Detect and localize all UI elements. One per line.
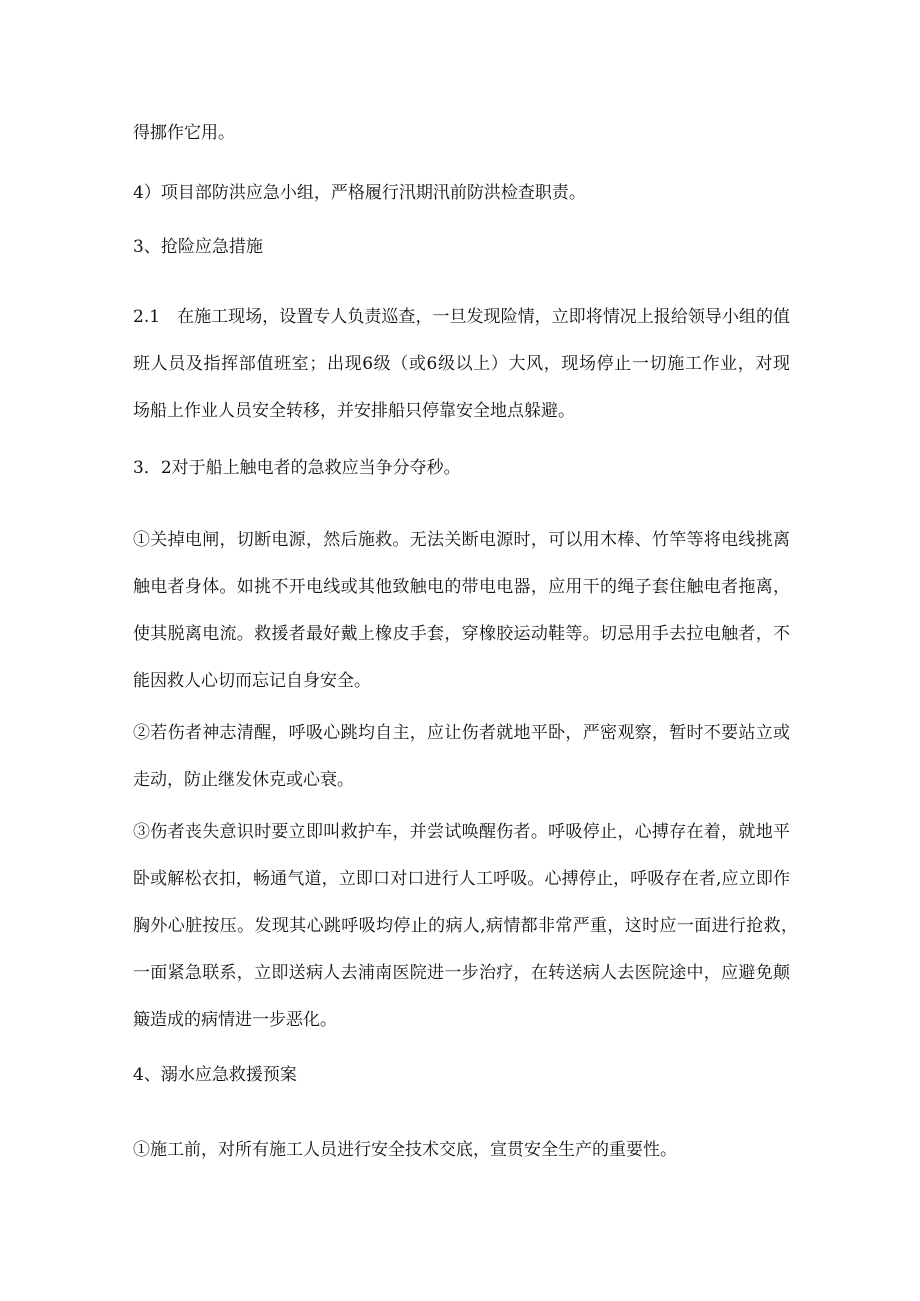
paragraph-line: ①施工前，对所有施工人员进行安全技术交底，宣贯安全生产的重要性。 — [133, 1140, 677, 1160]
paragraph-line: 簸造成的病情进一步恶化。 — [133, 1010, 337, 1030]
paragraph-line: ②若伤者神志清醒，呼吸心跳均自主，应让伤者就地平卧，严密观察，暂时不要站立或 — [133, 723, 790, 743]
paragraph-line: 能因救人心切而忘记自身安全。 — [133, 671, 371, 691]
section-heading: 3、抢险应急措施 — [133, 237, 263, 257]
paragraph-line: 一面紧急联系，立即送病人去浦南医院进一步治疗，在转送病人去医院途中，应避免颠 — [133, 963, 790, 983]
paragraph-line: 胸外心脏按压。发现其心跳呼吸均停止的病人,病情都非常严重，这时应一面进行抢救， — [133, 916, 798, 936]
subsection-heading: 3．2对于船上触电者的急救应当争分夺秒。 — [133, 458, 461, 478]
paragraph-line: 得挪作它用。 — [133, 123, 235, 143]
paragraph-line: ③伤者丧失意识时要立即叫救护车，并尝试唤醒伤者。呼吸停止，心搏存在着，就地平 — [133, 822, 790, 842]
paragraph-line: 触电者身体。如挑不开电线或其他致触电的带电电器，应用干的绳子套住触电者拖离， — [133, 577, 790, 597]
paragraph-line: ①关掉电闸，切断电源，然后施救。无法关断电源时，可以用木棒、竹竿等将电线挑离 — [133, 530, 790, 550]
paragraph-line: 场船上作业人员安全转移，并安排船只停靠安全地点躲避。 — [133, 401, 575, 421]
paragraph-line: 使其脱离电流。救援者最好戴上橡皮手套，穿橡胶运动鞋等。切忌用手去拉电触者，不 — [133, 624, 790, 644]
paragraph-line: 班人员及指挥部值班室；出现6级（或6级以上）大风，现场停止一切施工作业，对现 — [133, 354, 790, 374]
section-heading: 4、溺水应急救援预案 — [133, 1065, 297, 1085]
list-item: 4）项目部防洪应急小组，严格履行汛期汛前防洪检查职责。 — [133, 183, 586, 203]
paragraph-line: 2.1 在施工现场，设置专人负责巡查，一旦发现险情，立即将情况上报给领导小组的值 — [133, 307, 790, 327]
paragraph-line: 卧或解松衣扣，畅通气道，立即口对口进行人工呼吸。心搏停止，呼吸存在者,应立即作 — [133, 869, 790, 889]
paragraph-line: 走动，防止继发休克或心衰。 — [133, 770, 354, 790]
